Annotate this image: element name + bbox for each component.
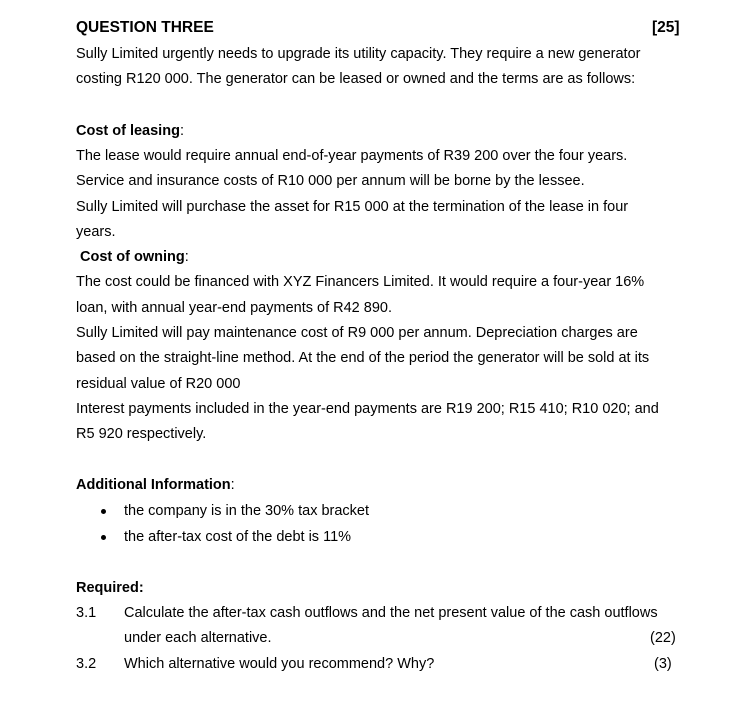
required-item-1-marks: (22) <box>650 630 676 646</box>
required-item-2-number: 3.2 <box>76 656 97 672</box>
owning-line-3: Sully Limited will pay maintenance cost of R9 000 per annum. Depreciation charges are <box>76 325 638 341</box>
leasing-line-1: The lease would require annual end-of-year payments of R39 200 over the four years. <box>76 148 628 164</box>
intro-line-2: costing R120 000. The generator can be leased or owned and the terms are as follows: <box>76 71 636 87</box>
owning-line-1: The cost could be financed with XYZ Financers Limited. It would require a four-year 16% <box>76 274 645 290</box>
required-item-2-line-1: Which alternative would you recommend? Why? <box>124 656 435 672</box>
additional-bullet-2: the after-tax cost of the debt is 11% <box>124 529 352 545</box>
bullet-icon <box>101 535 106 540</box>
owning-line-5: residual value of R20 000 <box>76 376 241 392</box>
owning-line-6: Interest payments included in the year-end payments are R19 200; R15 410; R10 020; and <box>76 401 659 417</box>
owning-line-7: R5 920 respectively. <box>76 426 207 442</box>
bullet-icon <box>101 509 106 514</box>
leasing-line-4: years. <box>76 224 116 240</box>
required-heading: Required: <box>76 580 144 596</box>
leasing-line-2: Service and insurance costs of R10 000 per annum will be borne by the lessee. <box>76 173 585 189</box>
additional-heading <box>76 476 235 494</box>
additional-heading-colon: : <box>230 477 235 493</box>
required-item-2-marks: (3) <box>654 656 672 672</box>
leasing-heading-colon: : <box>179 123 184 139</box>
owning-line-2: loan, with annual year-end payments of R42 890. <box>76 300 392 316</box>
required-item-1-line-1: Calculate the after-tax cash outflows and the net present value of the cash outflows <box>124 605 658 621</box>
required-item-1-number: 3.1 <box>76 605 97 621</box>
leasing-heading <box>76 122 184 140</box>
owning-line-4: based on the straight-line method. At the end of the period the generator will be sold at its <box>76 350 650 366</box>
intro-line-1: Sully Limited urgently needs to upgrade its utility capacity. They require a new generator <box>76 46 641 62</box>
leasing-heading-text: Cost of leasing <box>76 123 180 139</box>
owning-heading-colon: : <box>184 249 189 265</box>
leasing-line-3: Sully Limited will purchase the asset for R15 000 at the termination of the lease in four <box>76 199 629 215</box>
question-title: QUESTION THREE <box>76 19 214 36</box>
owning-heading <box>80 248 189 266</box>
owning-heading-text: Cost of owning <box>80 249 185 265</box>
required-item-1-line-2: under each alternative. <box>124 630 272 646</box>
additional-bullet-1: the company is in the 30% tax bracket <box>124 503 370 519</box>
question-total-marks: [25] <box>652 19 680 36</box>
additional-heading-text: Additional Information <box>76 477 231 493</box>
